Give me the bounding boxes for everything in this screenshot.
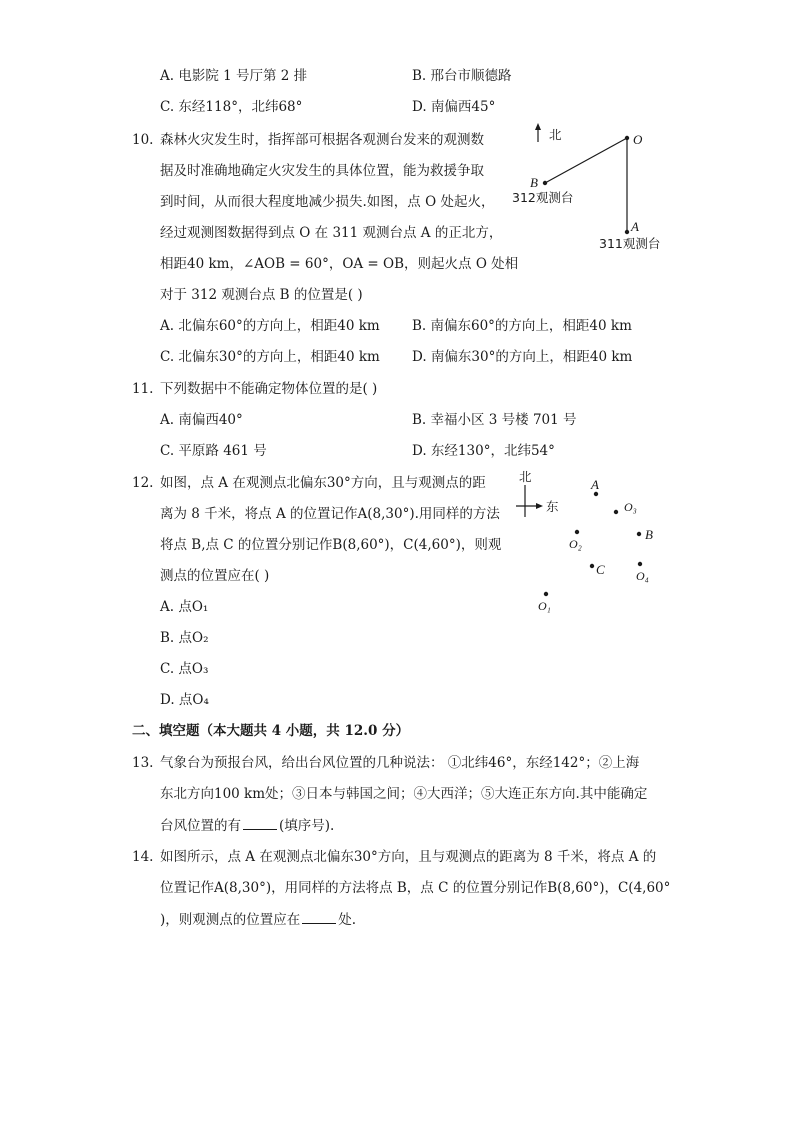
- label-o2: O₂: [569, 537, 582, 551]
- q10-stem-line: 据及时准确地确定火灾发生的具体位置，能为救援争取: [160, 163, 484, 179]
- tower-311-label: 311观测台: [599, 236, 661, 251]
- section-heading: 二、填空题（本大题共 4 小题，共 12.0 分）: [132, 723, 410, 739]
- label-c: C: [596, 562, 605, 577]
- q12-number: 12.: [132, 475, 154, 491]
- q14-line-post: 处.: [338, 912, 357, 928]
- label-o: O: [633, 132, 643, 147]
- label-b: B: [645, 527, 653, 542]
- q12-figure: [508, 465, 668, 615]
- q12-option-b: B. 点O₂: [160, 630, 209, 646]
- q10-stem-line: 森林火灾发生时，指挥部可根据各观测台发来的观测数: [160, 132, 484, 148]
- q10-stem-line: 相距40 km，∠AOB = 60°，OA = OB，则起火点 O 处相: [160, 256, 519, 272]
- tower-312-label: 312观测台: [512, 190, 574, 205]
- q11-option-d: D. 东经130°，北纬54°: [412, 443, 555, 459]
- point-b: [543, 181, 547, 185]
- q12-stem-line: 将点 B,点 C 的位置分别记作B(8,60°)，C(4,60°)，则观: [160, 537, 502, 553]
- q14-number: 14.: [132, 849, 154, 865]
- q9-option-b: B. 邢台市顺德路: [412, 68, 512, 84]
- q10-figure: [505, 120, 680, 255]
- q14-line: 如图所示，点 A 在观测点北偏东30°方向，且与观测点的距离为 8 千米，将点 A 的: [160, 849, 657, 865]
- q10-option-b: B. 南偏东60°的方向上，相距40 km: [412, 318, 632, 334]
- point-o2: [575, 530, 579, 534]
- point-o: [625, 136, 629, 140]
- label-b: B: [530, 175, 538, 190]
- q13-answer-blank[interactable]: [243, 815, 277, 830]
- q13-line: 气象台为预报台风，给出台风位置的几种说法： ①北纬46°，东经142°；②上海: [160, 755, 640, 771]
- q14-line-3: [160, 909, 356, 930]
- q13-line: 东北方向100 km处；③日本与韩国之间；④大西洋；⑤大连正东方向.其中能确定: [160, 786, 648, 802]
- label-o1: O₁: [538, 599, 551, 613]
- q9-option-d: D. 南偏西45°: [412, 99, 496, 115]
- q14-line: 位置记作A(8,30°)，用同样的方法将点 B，点 C 的位置分别记作B(8,60°)，C(4,60°: [160, 880, 671, 896]
- q10-option-a: A. 北偏东60°的方向上，相距40 km: [160, 318, 380, 334]
- north-arrow-head: [535, 123, 541, 130]
- q10-option-d: D. 南偏东30°的方向上，相距40 km: [412, 349, 633, 365]
- label-a: A: [631, 219, 639, 234]
- label-o3: O₃: [624, 500, 637, 514]
- point-a: [594, 492, 598, 496]
- q10-stem-line: 对于 312 观测台点 B 的位置是( ): [160, 287, 363, 303]
- q11-option-b: B. 幸福小区 3 号楼 701 号: [412, 412, 577, 428]
- point-o1: [544, 592, 548, 596]
- q9-option-a: A. 电影院 1 号厅第 2 排: [160, 68, 308, 84]
- point-c: [590, 564, 594, 568]
- q10-stem-line: 经过观测图数据得到点 O 在 311 观测台点 A 的正北方，: [160, 225, 503, 241]
- q14-answer-blank[interactable]: [302, 909, 336, 924]
- q11-number: 11.: [132, 381, 154, 397]
- label-a: A: [591, 477, 599, 492]
- point-o4: [638, 562, 642, 566]
- q12-option-d: D. 点O₄: [160, 692, 209, 708]
- segment-bo: [545, 138, 627, 183]
- q12-option-a: A. 点O₁: [160, 599, 209, 615]
- q12-option-c: C. 点O₃: [160, 661, 209, 677]
- q10-number: 10.: [132, 132, 154, 148]
- east-label: 东: [546, 499, 559, 514]
- q12-stem-line: 测点的位置应在( ): [160, 568, 270, 584]
- q12-stem-line: 如图，点 A 在观测点北偏东30°方向，且与观测点的距: [160, 475, 486, 491]
- north-label: 北: [549, 127, 562, 142]
- q13-number: 13.: [132, 755, 154, 771]
- north-label: 北: [519, 469, 532, 484]
- point-o3: [614, 510, 618, 514]
- q11-option-c: C. 平原路 461 号: [160, 443, 267, 459]
- label-o4: O₄: [636, 569, 649, 583]
- point-b: [637, 532, 641, 536]
- q13-line-3: [160, 815, 334, 836]
- east-arrow-head: [536, 503, 543, 509]
- q10-option-c: C. 北偏东30°的方向上，相距40 km: [160, 349, 380, 365]
- q14-line-pre: )，则观测点的位置应在: [160, 912, 301, 928]
- q11-option-a: A. 南偏西40°: [160, 412, 243, 428]
- q11-stem: 下列数据中不能确定物体位置的是( ): [160, 381, 378, 397]
- q13-line-pre: 台风位置的有: [160, 818, 241, 834]
- point-a: [625, 230, 629, 234]
- q10-stem-line: 到时间，从而很大程度地减少损失.如图，点 O 处起火，: [160, 194, 495, 210]
- q9-option-c: C. 东经118°，北纬68°: [160, 99, 303, 115]
- q13-line-post: (填序号).: [279, 818, 335, 834]
- q12-stem-line: 离为 8 千米，将点 A 的位置记作A(8,30°).用同样的方法: [160, 506, 500, 522]
